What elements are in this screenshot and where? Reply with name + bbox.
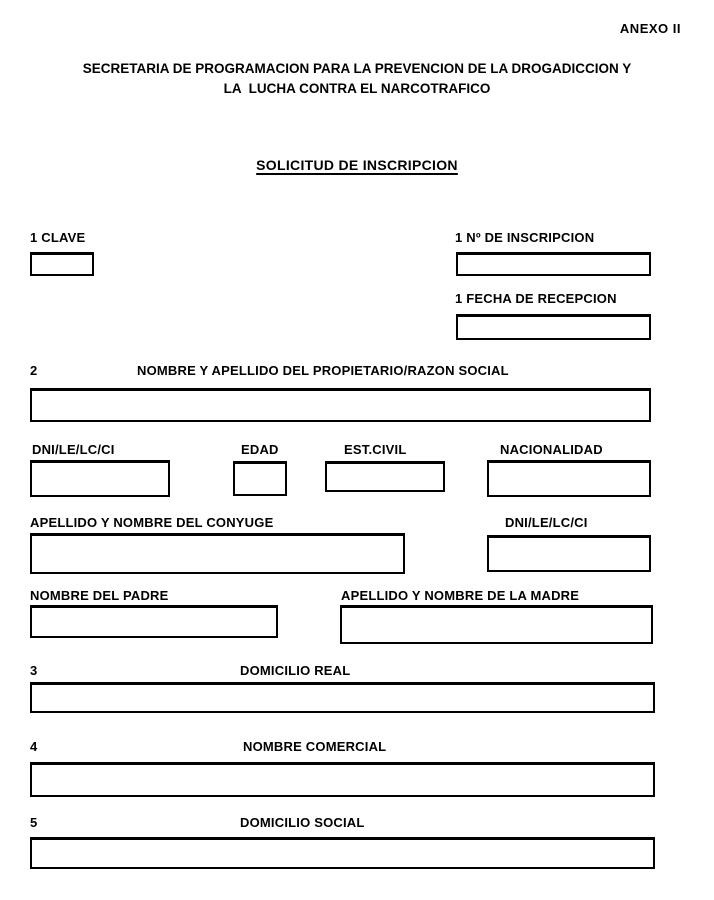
dni-titular-field[interactable] <box>30 460 170 497</box>
fecha-recepcion-label: 1 FECHA DE RECEPCION <box>455 291 617 306</box>
dni-conyuge-label: DNI/LE/LC/CI <box>505 515 588 530</box>
nombre-comercial-label: NOMBRE COMERCIAL <box>243 739 387 754</box>
section-3-number: 3 <box>30 663 38 678</box>
organization-header <box>0 59 714 99</box>
propietario-label: NOMBRE Y APELLIDO DEL PROPIETARIO/RAZON SOCIAL <box>137 363 509 378</box>
clave-field[interactable] <box>30 252 94 276</box>
section-5-number: 5 <box>30 815 38 830</box>
padre-field[interactable] <box>30 605 278 638</box>
annex-label: ANEXO II <box>619 21 681 36</box>
section-2-number: 2 <box>30 363 38 378</box>
madre-label: APELLIDO Y NOMBRE DE LA MADRE <box>341 588 580 603</box>
nro-inscripcion-label: 1 Nº DE INSCRIPCION <box>455 230 595 245</box>
organization-name-line2: LA LUCHA CONTRA EL NARCOTRAFICO <box>223 81 491 96</box>
form-title: SOLICITUD DE INSCRIPCION <box>256 157 458 173</box>
nombre-comercial-field[interactable] <box>30 762 655 797</box>
est-civil-field[interactable] <box>325 461 445 492</box>
domicilio-social-field[interactable] <box>30 837 655 869</box>
conyuge-field[interactable] <box>30 533 405 574</box>
est-civil-label: EST.CIVIL <box>344 442 407 457</box>
clave-label: 1 CLAVE <box>30 230 86 245</box>
edad-label: EDAD <box>241 442 279 457</box>
edad-field[interactable] <box>233 461 287 496</box>
section-4-number: 4 <box>30 739 38 754</box>
nacionalidad-label: NACIONALIDAD <box>500 442 603 457</box>
dni-conyuge-field[interactable] <box>487 535 651 572</box>
domicilio-real-field[interactable] <box>30 682 655 713</box>
domicilio-social-label: DOMICILIO SOCIAL <box>240 815 365 830</box>
propietario-field[interactable] <box>30 388 651 422</box>
nacionalidad-field[interactable] <box>487 460 651 497</box>
fecha-recepcion-field[interactable] <box>456 314 651 340</box>
conyuge-label: APELLIDO Y NOMBRE DEL CONYUGE <box>30 515 274 530</box>
madre-field[interactable] <box>340 605 653 644</box>
domicilio-real-label: DOMICILIO REAL <box>240 663 351 678</box>
organization-name-line1: SECRETARIA DE PROGRAMACION PARA LA PREVENCION DE LA DROGADICCION Y <box>82 61 632 76</box>
dni-titular-label: DNI/LE/LC/CI <box>32 442 115 457</box>
padre-label: NOMBRE DEL PADRE <box>30 588 169 603</box>
nro-inscripcion-field[interactable] <box>456 252 651 276</box>
